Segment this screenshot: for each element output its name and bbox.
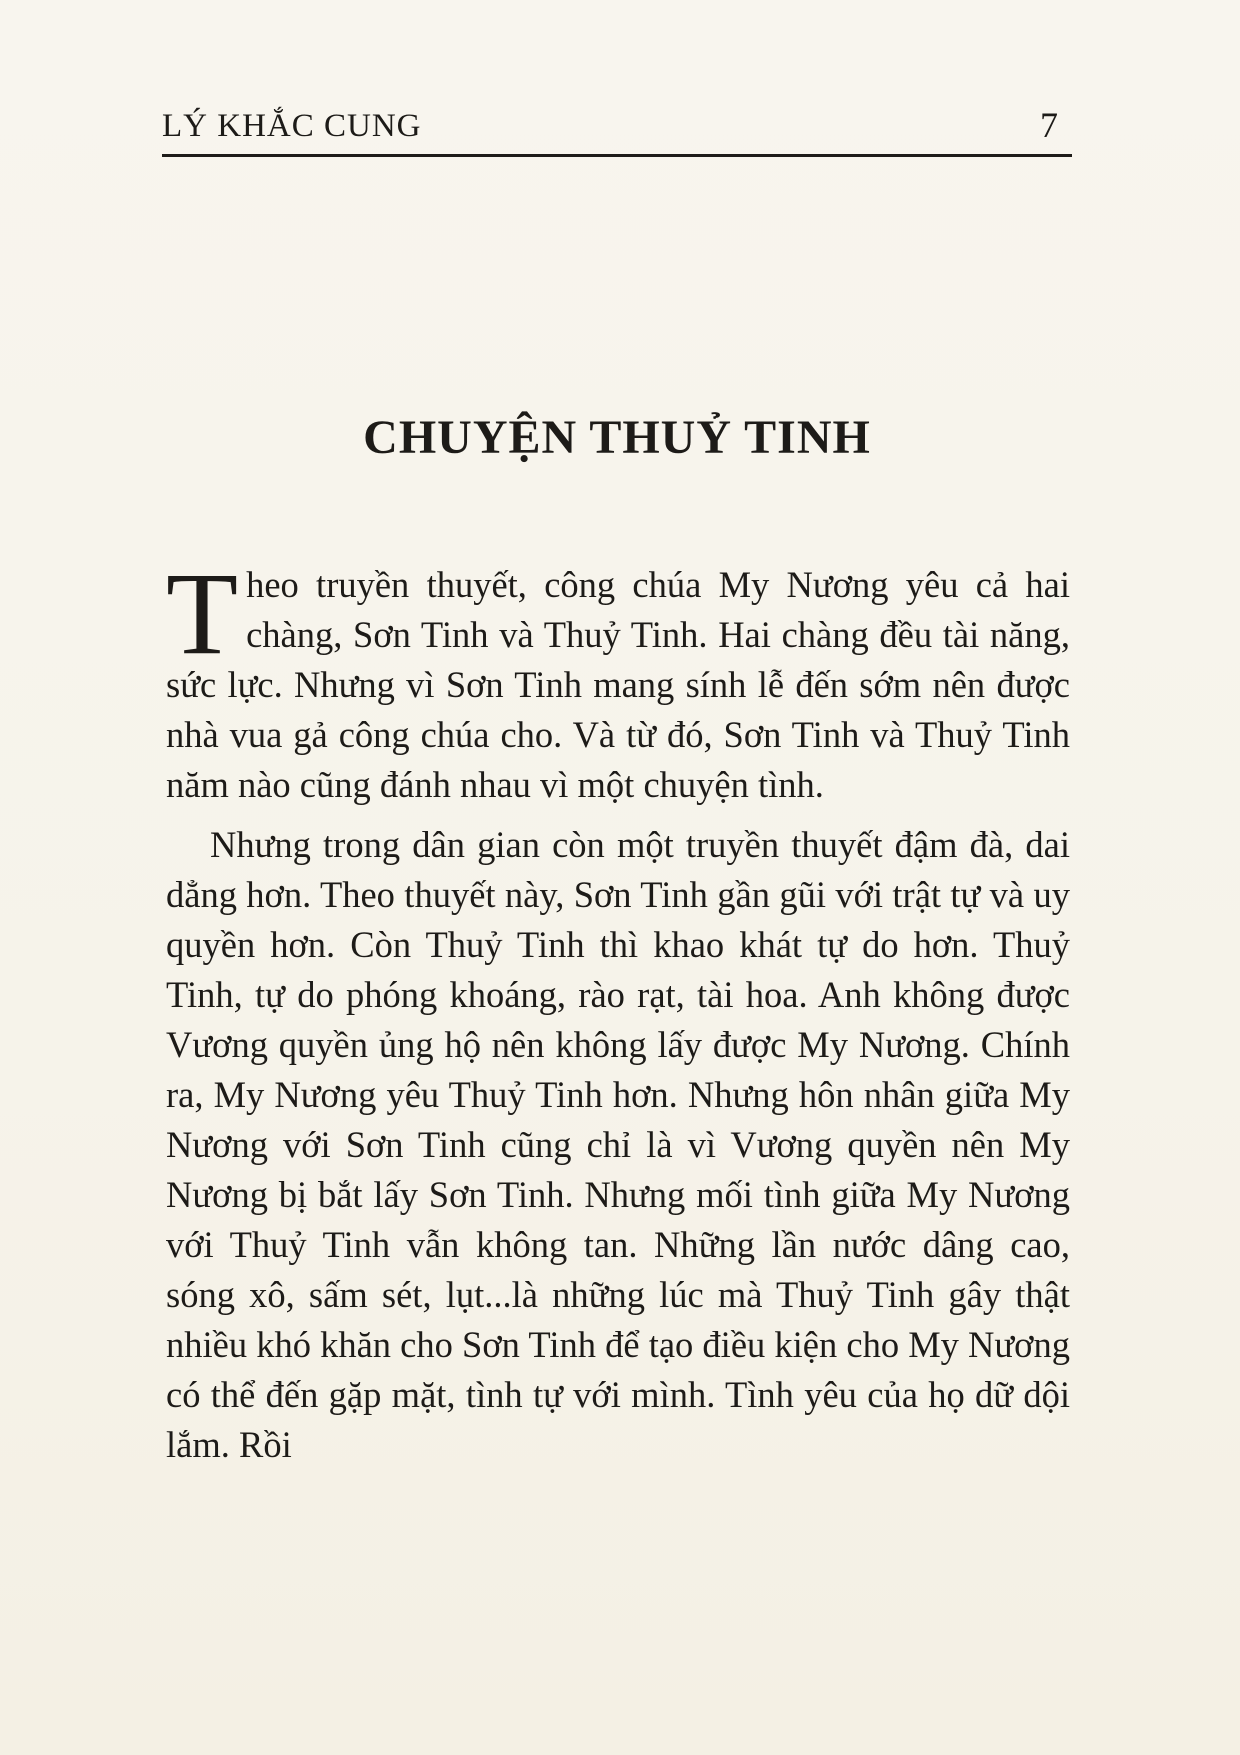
chapter-title: CHUYỆN THUỶ TINH [363, 411, 871, 464]
drop-cap: T [166, 548, 239, 679]
paragraph-1 [166, 548, 1070, 810]
running-header [162, 100, 1072, 157]
body-text [166, 548, 1070, 1470]
author-name: LÝ KHẮC CUNG [162, 108, 422, 144]
page-number: 7 [1040, 105, 1058, 145]
paragraph-2: Nhưng trong dân gian còn một truyền thuyết đậm đà, dai dẳng hơn. Theo thuyết này, Sơn Tinh gần gũi với trật tự và uy quyền hơn. Còn Thuỷ Tinh thì khao khát tự do hơn. Thuỷ Tinh, tự do phóng khoáng, rào rạt, tài hoa. Anh không được Vương quyền ủng hộ nên không lấy được My Nương. Chính ra, My Nương yêu Thuỷ Tinh hơn. Nhưng hôn nhân giữa My Nương với Sơn Tinh cũng chỉ là vì Vương quyền nên My Nương bị bắt lấy Sơn Tinh. Nhưng mối tình giữa My Nương với Thuỷ Tinh vẫn không tan. Những lần nước dâng cao, sóng xô, sấm sét, lụt...là những lúc mà Thuỷ Tinh gây thật nhiều khó khăn cho Sơn Tinh để tạo điều kiện cho My Nương có thể đến gặp mặt, tình tự với mình. Tình yêu của họ dữ dội lắm. Rồi [166, 824, 1070, 1465]
paragraph-1-text: heo truyền thuyết, công chúa My Nương yêu cả hai chàng, Sơn Tinh và Thuỷ Tinh. Hai chàng đều tài năng, sức lực. Nhưng vì Sơn Tinh mang sính lễ đến sớm nên được nhà vua gả công chúa cho. Và từ đó, Sơn Tinh và Thuỷ Tinh năm nào cũng đánh nhau vì một chuyện tình. [166, 564, 1070, 805]
